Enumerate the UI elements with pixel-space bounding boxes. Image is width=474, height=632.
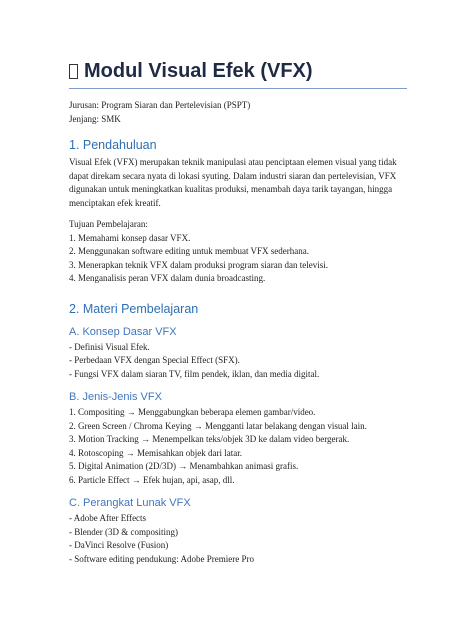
list-item: 2. Menggunakan software editing untuk membuat VFX sederhana. <box>69 246 310 256</box>
list-item: 1. Memahami konsep dasar VFX. <box>69 232 191 243</box>
list-item: - Software editing pendukung: Adobe Premiere Pro <box>69 553 254 564</box>
list-item: - Blender (3D & compositing) <box>69 526 178 537</box>
subsection-heading-c: C. Perangkat Lunak VFX <box>69 497 191 509</box>
title-divider <box>69 88 407 89</box>
list-item: - Adobe After Effects <box>69 513 147 523</box>
perangkat-list <box>69 512 408 566</box>
list-item: - DaVinci Resolve (Fusion) <box>69 540 169 550</box>
list-item: 3. Motion Tracking → Menempelkan teks/objek 3D ke dalam video bergerak. <box>69 434 350 444</box>
subsection-heading-b: B. Jenis-Jenis VFX <box>69 391 162 403</box>
list-item: - Perbedaan VFX dengan Special Effect (SFX). <box>69 355 240 365</box>
meta-block <box>69 99 408 126</box>
list-item: 5. Digital Animation (2D/3D) → Menambahkan animasi grafis. <box>69 461 299 471</box>
section-heading-materi: 2. Materi Pembelajaran <box>69 301 199 316</box>
page-title <box>69 58 408 84</box>
intro-paragraph: Visual Efek (VFX) merupakan teknik manipulasi atau penciptaan elemen visual yang tidak dapat direkam secara nyata di lokasi syuting. Dalam industri siaran dan pertelevisian, VFX digunakan untuk meningkatkan kualitas produksi, menambah daya tarik tayangan, hingga menciptakan efek kreatif. <box>69 157 397 208</box>
page-title-text: Modul Visual Efek (VFX) <box>84 60 313 82</box>
meta-jurusan: Jurusan: Program Siaran dan Pertelevisian (PSPT) <box>69 100 251 110</box>
list-item: - Definisi Visual Efek. <box>69 341 150 352</box>
section-heading-pendahuluan: 1. Pendahuluan <box>69 138 157 152</box>
missing-glyph-icon <box>69 64 78 79</box>
list-item: 6. Particle Effect → Efek hujan, api, asap, dll. <box>69 474 235 485</box>
subsection-heading-a: A. Konsep Dasar VFX <box>69 325 177 338</box>
tujuan-label: Tujuan Pembelajaran: <box>69 219 148 229</box>
list-item: 4. Rotoscoping → Memisahkan objek dari latar. <box>69 447 242 458</box>
list-item: - Fungsi VFX dalam siaran TV, film pendek, iklan, dan media digital. <box>69 368 320 379</box>
list-item: 4. Menganalisis peran VFX dalam dunia broadcasting. <box>69 273 266 283</box>
list-item: 3. Menerapkan teknik VFX dalam produksi program siaran dan televisi. <box>69 259 329 270</box>
list-item: 2. Green Screen / Chroma Keying → Mengganti latar belakang dengan visual lain. <box>69 420 367 431</box>
meta-jenjang: Jenjang: SMK <box>69 113 121 124</box>
spacer <box>69 210 408 218</box>
jenis-list <box>69 406 408 487</box>
list-item: 1. Compositing → Menggabungkan beberapa elemen gambar/video. <box>69 407 316 417</box>
konsep-list <box>69 341 408 382</box>
tujuan-list <box>69 232 408 286</box>
